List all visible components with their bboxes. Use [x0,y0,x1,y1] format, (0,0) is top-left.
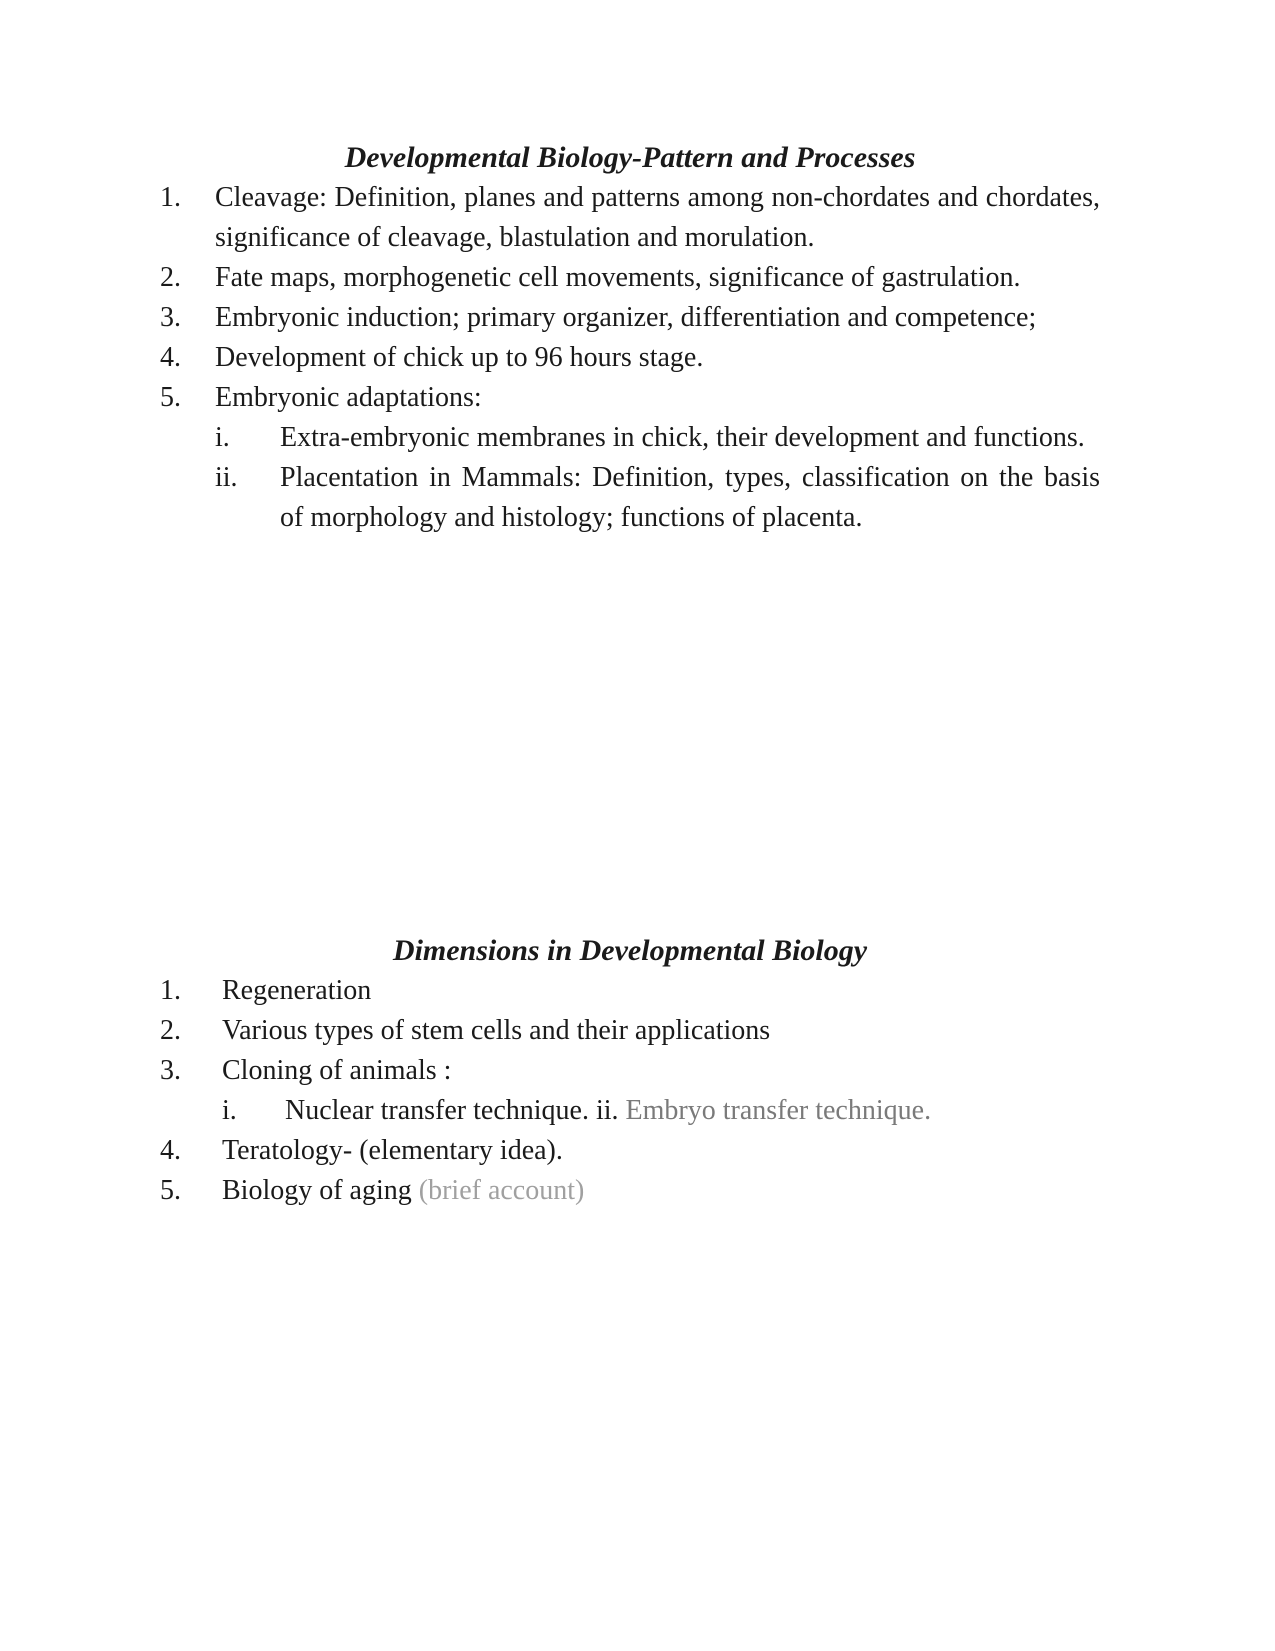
item-text: Embryonic adaptations: [215,382,482,413]
item-number: 3. [160,1055,181,1086]
item-text [222,1171,1100,1211]
item-text: Cleavage: Definition, planes and patterns among non-chordates and chordates, significance of cleavage, blastulation and morulation. [215,182,1100,253]
item-text-a: Biology of aging [222,1175,419,1206]
section-pattern-and-processes [160,140,1100,538]
section-title: Dimensions in Developmental Biology [392,934,868,967]
list-item [160,1051,1100,1091]
item-number: 1. [160,182,181,213]
item-text: Teratology- (elementary idea). [222,1135,563,1166]
sub-item-text: Extra-embryonic membranes in chick, their development and functions. [280,422,1085,453]
item-text: Development of chick up to 96 hours stage. [215,342,704,373]
item-number: 2. [160,262,181,293]
item-number: 3. [160,302,181,333]
item-number: 5. [160,1175,181,1206]
sub-list-item [160,1091,1100,1131]
sub-item-text-a: Nuclear transfer technique. ii. [285,1095,626,1126]
item-number: 4. [160,342,181,373]
section-dimensions [160,933,1100,1211]
sub-item-text [285,1091,1100,1131]
list-item [160,258,1100,298]
item-number: 1. [160,975,181,1006]
item-text: Fate maps, morphogenetic cell movements, significance of gastrulation. [215,262,1021,293]
sub-item-text: Placentation in Mammals: Definition, types, classification on the basis of morphology and histology; functions of placenta. [280,462,1100,533]
list-item [160,378,1100,418]
sub-list-item [160,458,1100,538]
sub-item-text-b: Embryo transfer technique. [625,1095,932,1126]
item-text: Regeneration [222,975,372,1006]
item-text: Cloning of animals : [222,1055,452,1086]
sub-item-number: i. [222,1095,237,1126]
list-item [160,1011,1100,1051]
list-item [160,338,1100,378]
item-number: 2. [160,1015,181,1046]
sub-list-item [160,418,1100,458]
item-text-b: (brief account) [418,1175,585,1206]
sub-item-number: i. [215,422,230,453]
item-number: 4. [160,1135,181,1166]
list-item [160,178,1100,258]
sub-item-number: ii. [215,462,238,493]
item-text: Various types of stem cells and their applications [222,1015,771,1046]
section-title: Developmental Biology-Pattern and Processes [344,141,916,174]
item-number: 5. [160,382,181,413]
list-item [160,971,1100,1011]
list-item [160,1171,1100,1211]
list-item [160,1131,1100,1171]
list-item [160,298,1100,338]
item-text: Embryonic induction; primary organizer, differentiation and competence; [215,302,1037,333]
